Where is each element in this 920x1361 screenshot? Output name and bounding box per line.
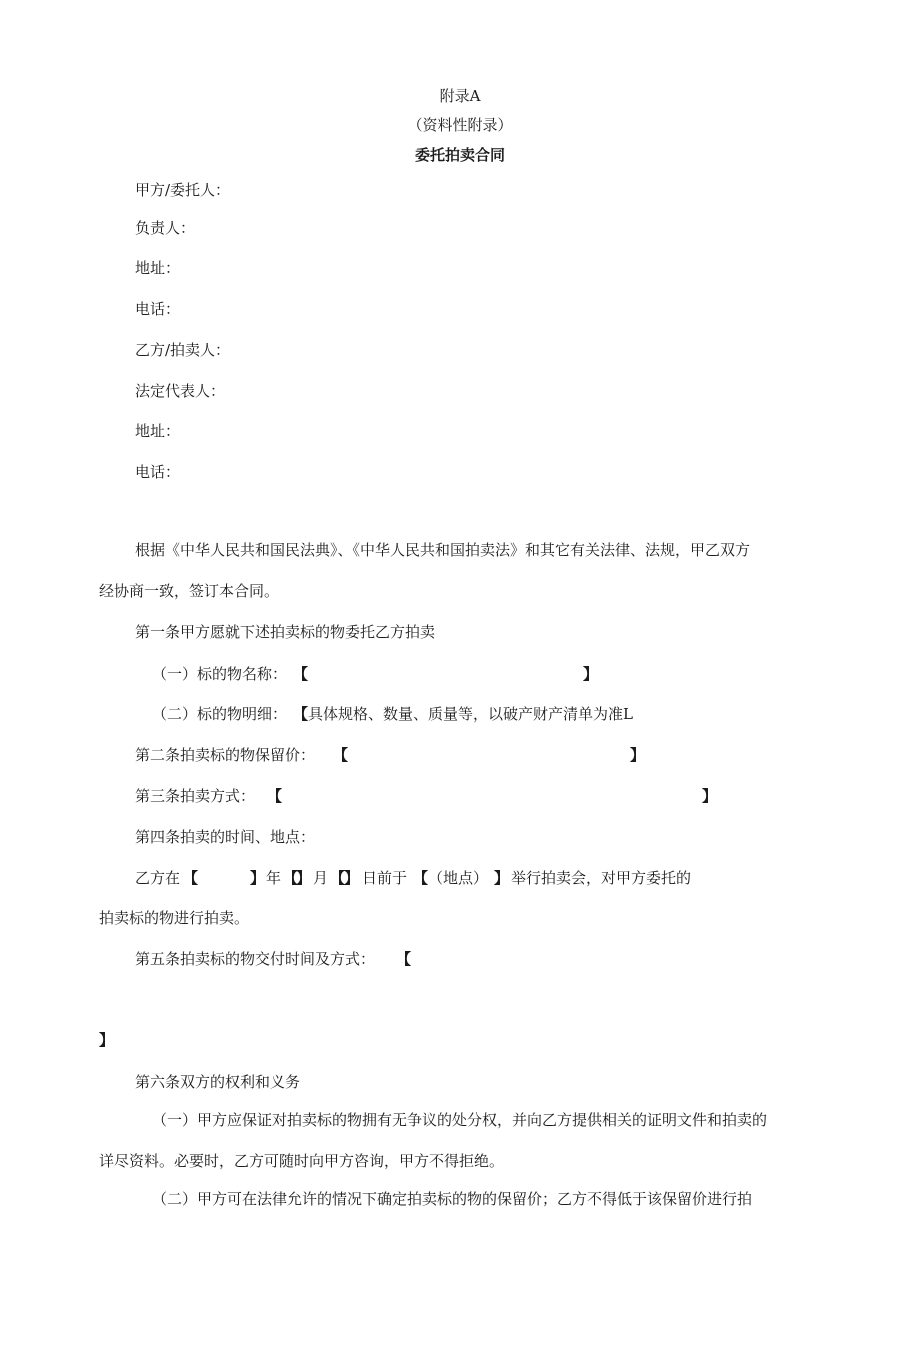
article-1-item-2: （二）标的物明细： [152, 705, 288, 723]
article-4-year: 年 [266, 869, 282, 887]
article-6-item-1-line-2: 详尽资料。必要时，乙方可随时向甲方咨询，甲方不得拒绝。 [99, 1152, 505, 1170]
article-4-month: 月 [313, 869, 329, 887]
document-title: 委托拍卖合同 [414, 146, 505, 164]
preamble-line-2: 经协商一致，签订本合同。 [99, 582, 280, 600]
article-4-rest: 举行拍卖会，对甲方委托的 [511, 869, 692, 887]
party-b-legal-rep-label: 法定代表人： [135, 382, 226, 400]
article-5-delivery: 第五条拍卖标的物交付时间及方式： [135, 950, 376, 968]
article-4-place: （地点） [428, 869, 489, 887]
article-4-heading: 第四条拍卖的时间、地点： [135, 828, 316, 846]
article-3-auction-method: 第三条拍卖方式： [135, 787, 256, 805]
bracket-close: 】 [296, 869, 312, 887]
bracket-open: 【 [330, 869, 346, 887]
appendix-type: （资料性附录） [407, 116, 513, 134]
bracket-open: 【 [293, 705, 309, 723]
bracket-open: 【 [267, 787, 283, 805]
bracket-open: 【 [293, 665, 309, 683]
bracket-close: 】 [250, 869, 266, 887]
article-1-heading: 第一条甲方愿就下述拍卖标的物委托乙方拍卖 [135, 623, 436, 641]
party-a-responsible-label: 负责人： [135, 219, 196, 237]
article-1-item-1: （一）标的物名称： [152, 665, 288, 683]
article-2-reserve-price: 第二条拍卖标的物保留价： [135, 746, 316, 764]
article-4-before: 日前于 [362, 869, 408, 887]
article-6-item-2-line-1: （二）甲方可在法律允许的情况下确定拍卖标的物的保留价；乙方不得低于该保留价进行拍 [152, 1190, 753, 1208]
party-a-address-label: 地址： [135, 259, 181, 277]
bracket-close: 】 [99, 1031, 115, 1049]
article-1-item-2-detail: 具体规格、数量、质量等，以破产财产清单为准L [308, 705, 633, 723]
bracket-close: 】 [494, 869, 510, 887]
bracket-close: 】 [702, 787, 718, 805]
preamble-line-1: 根据《中华人民共和国民法典》、《中华人民共和国拍卖法》和其它有关法律、法规，甲乙双方 [135, 541, 751, 559]
bracket-open: 【 [333, 746, 349, 764]
party-b-phone-label: 电话： [135, 463, 181, 481]
bracket-open: 【 [396, 950, 412, 968]
article-6-item-1-line-1: （一）甲方应保证对拍卖标的物拥有无争议的处分权，并向乙方提供相关的证明文件和拍卖的 [152, 1111, 768, 1129]
bracket-open: 【 [413, 869, 429, 887]
bracket-close: 】 [630, 746, 646, 764]
appendix-label: 附录A [439, 87, 481, 105]
bracket-close: 】 [583, 665, 599, 683]
party-a-label: 甲方/委托人： [135, 181, 231, 199]
bracket-close: 】 [344, 869, 360, 887]
article-4-line-2: 拍卖标的物进行拍卖。 [99, 909, 250, 927]
bracket-open: 【 [183, 869, 199, 887]
article-4-party-b-in: 乙方在 [135, 869, 181, 887]
party-b-address-label: 地址： [135, 422, 181, 440]
party-a-phone-label: 电话： [135, 300, 181, 318]
article-6-heading: 第六条双方的权利和义务 [135, 1073, 301, 1091]
bracket-open: 【 [283, 869, 299, 887]
party-b-label: 乙方/拍卖人： [135, 341, 231, 359]
